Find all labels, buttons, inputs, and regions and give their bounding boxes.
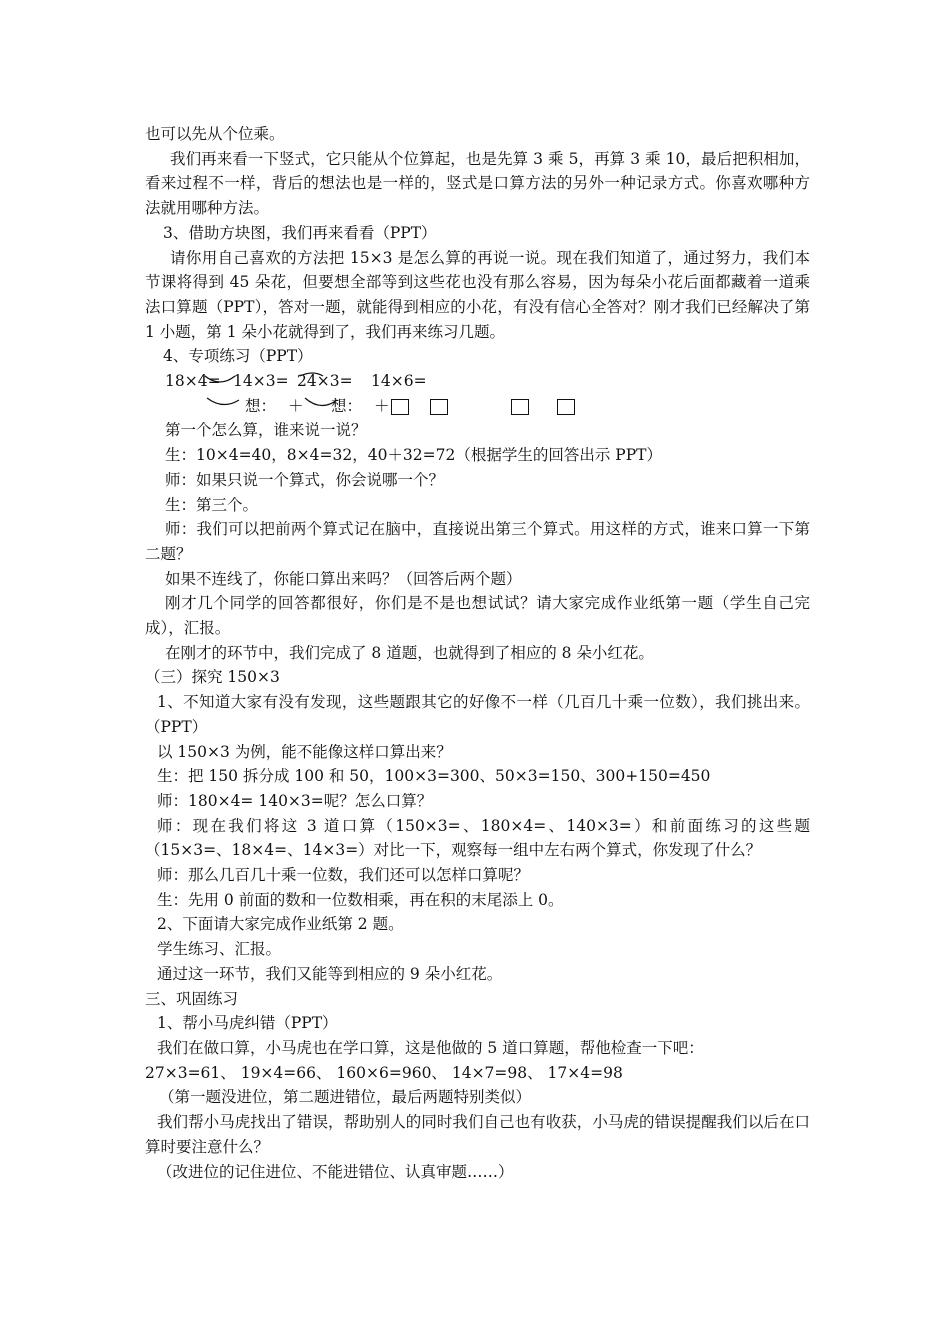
paragraph: 我们帮小马虎找出了错误，帮助别人的同时我们自己也有收获，小马虎的错误提醒我们以后在口算时要注意什么？	[145, 1113, 810, 1156]
paragraph: 我们在做口算，小马虎也在学口算，这是他做的 5 道口算题，帮他检查一下吧：	[157, 1038, 704, 1057]
paragraph: 我们再来看一下竖式，它只能从个位算起，也是先算 3 乘 5，再算 3 乘 10，最后把积相加，看来过程不一样，背后的想法也是一样的，竖式是口算方法的另外一种记录方式。你喜欢哪种方法就用哪种方法。	[145, 149, 810, 218]
paragraph: 请你用自己喜欢的方法把 15×3 是怎么算的再说一说。现在我们知道了，通过努力，我们本节课将得到 45 朵花，但要想全部等到这些花也没有那么容易，因为每朵小花后面都藏着一道乘法口算题（PPT），答对一题，就能得到相应的小花，有没有信心全答对？刚才我们已经解决了第 1 小题，第 1 朵小花就得到了，我们再来练习几题。	[145, 248, 810, 341]
think-label: 想：	[331, 396, 363, 415]
answer-box	[430, 399, 448, 415]
paragraph: 如果不连线了，你能口算出来吗？（回答后两个题）	[165, 569, 522, 588]
exercise-item: 14×6=	[371, 372, 427, 391]
plus-sign: ＋	[374, 396, 390, 415]
exercise-item: 14×3=	[233, 372, 289, 391]
section-heading: 3、借助方块图，我们再来看看（PPT）	[163, 223, 437, 242]
practice-think-row	[145, 394, 810, 419]
paragraph: 生：第三个。	[165, 495, 259, 514]
paragraph: 师：那么几百几十乘一位数，我们还可以怎样口算呢？	[157, 866, 530, 885]
think-label: 想：	[245, 396, 277, 415]
answer-box	[557, 399, 575, 415]
section-heading: （三）探究 150×3	[145, 668, 280, 687]
paragraph: （第一题没进位，第二题进错位，最后两题特别类似）	[159, 1088, 532, 1107]
paragraph: 2、下面请大家完成作业纸第 2 题。	[157, 915, 404, 934]
paragraph: 师：如果只说一个算式，你会说哪一个？	[165, 470, 445, 489]
paragraph: 师：180×4= 140×3=呢？怎么口算？	[157, 791, 433, 810]
section-heading: 4、专项练习（PPT）	[163, 347, 313, 366]
paragraph: 学生练习、汇报。	[157, 940, 282, 959]
paragraph: 生：10×4=40，8×4=32，40＋32=72（根据学生的回答出示 PPT）	[165, 446, 662, 465]
exercise-item: 24×3=	[297, 372, 353, 391]
answer-box	[511, 399, 529, 415]
paragraph: 以 150×3 为例，能不能像这样口算出来？	[157, 742, 452, 761]
paragraph: 也可以先从个位乘。	[145, 125, 285, 143]
section-heading: 1、帮小马虎纠错（PPT）	[157, 1014, 338, 1033]
exercise-item: 18×4=	[165, 372, 221, 391]
paragraph: 第一个怎么算，谁来说一说？	[165, 421, 367, 440]
paragraph: 27×3=61、 19×4=66、 160×6=960、 14×7=98、 17×4=98	[145, 1063, 623, 1082]
section-heading: 三、巩固练习	[145, 989, 239, 1008]
paragraph: 在刚才的环节中，我们完成了 8 道题，也就得到了相应的 8 朵小红花。	[165, 643, 654, 662]
document-body	[145, 122, 810, 1184]
paragraph: 生：把 150 拆分成 100 和 50，100×3=300、50×3=150、300+150=450	[157, 767, 711, 786]
paragraph: 师：现在我们将这 3 道口算（150×3=、180×4=、140×3=）和前面练习的这些题（15×3=、18×4=、14×3=）对比一下，观察每一组中左右两个算式，你发现了什么？	[145, 816, 810, 860]
paragraph: 刚才几个同学的回答都很好，你们是不是也想试试？请大家完成作业纸第一题（学生自己完成），汇报。	[145, 594, 810, 638]
paragraph: （改进位的记住进位、不能进错位、认真审题……）	[157, 1162, 514, 1181]
paragraph: 1、不知道大家有没有发现，这些题跟其它的好像不一样（几百几十乘一位数），我们挑出来。（PPT）	[145, 693, 810, 736]
paragraph: 通过这一环节，我们又能等到相应的 9 朵小红花。	[157, 964, 503, 983]
answer-box	[391, 399, 409, 415]
plus-sign: ＋	[288, 396, 304, 415]
paragraph: 生：先用 0 前面的数和一位数相乘，再在积的末尾添上 0。	[157, 890, 564, 909]
paragraph: 师：我们可以把前两个算式记在脑中，直接说出第三个算式。用这样的方式，谁来口算一下第二题？	[145, 520, 810, 563]
